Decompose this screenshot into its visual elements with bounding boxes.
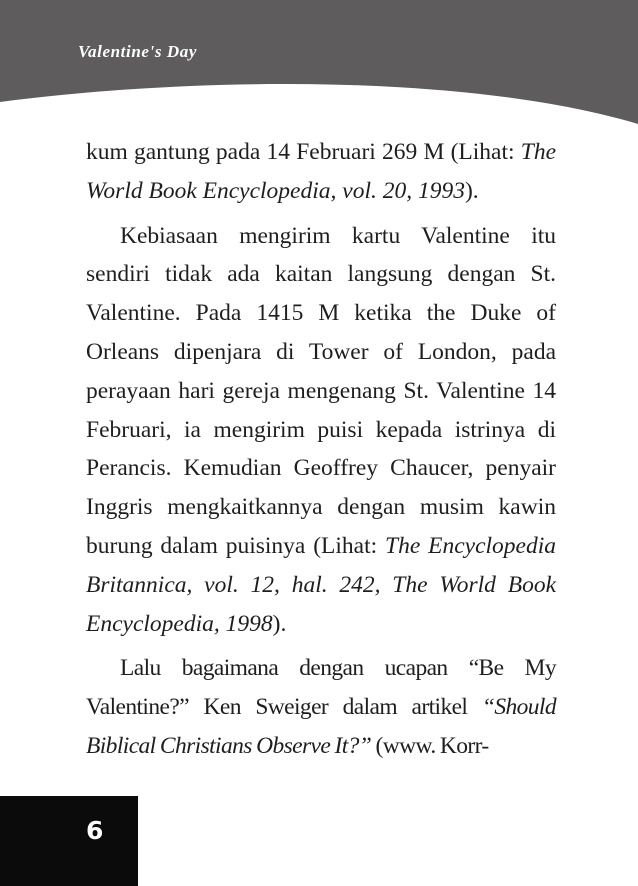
paragraph-2-text: Kebiasaan mengirim kartu Valentine itu sendiri tidak ada kaitan langsung dengan St. Valentine. Pada 1415 M ketika the Duke of Orleans dipenjara di Tower of London, pada perayaan hari gereja mengenang St. Valentine 14 Februari, ia mengirim puisi kepada istrinya di Perancis. Kemudian Geoffrey Chaucer, penyair Inggris mengkaitkannya dengan musim kawin burung dalam puisinya (Lihat: [86,222,556,559]
paragraph-3 [86,649,556,765]
paragraph-3-end: (www. Korr- [371,732,489,759]
citation: The World Book Encyclopedia, vol. 20, 1993 [86,139,556,204]
page-number-box [0,796,138,886]
paragraph-2 [86,217,556,644]
paragraph-1-end: ). [464,177,479,204]
citation: “Should Biblical Christians Observe It?” [86,694,556,759]
paragraph-2-end: ). [272,610,287,637]
paragraph-1-text: kum gantung pada 14 Februari 269 M (Lihat: [86,139,521,165]
body-text [86,133,556,766]
paragraph-3-text: Lalu bagaimana dengan ucapan “Be My Valentine?” Ken Sweiger dalam artikel [86,655,556,721]
citation: The Encyclopedia Britannica, vol. 12, hal. 242, The World Book Encyclopedia, 1998 [86,532,557,637]
paragraph-1 [86,133,556,211]
page-number: 6 [86,816,104,845]
header-band [0,0,638,130]
page-header [0,0,638,130]
running-header-title: Valentine's Day [78,42,198,61]
